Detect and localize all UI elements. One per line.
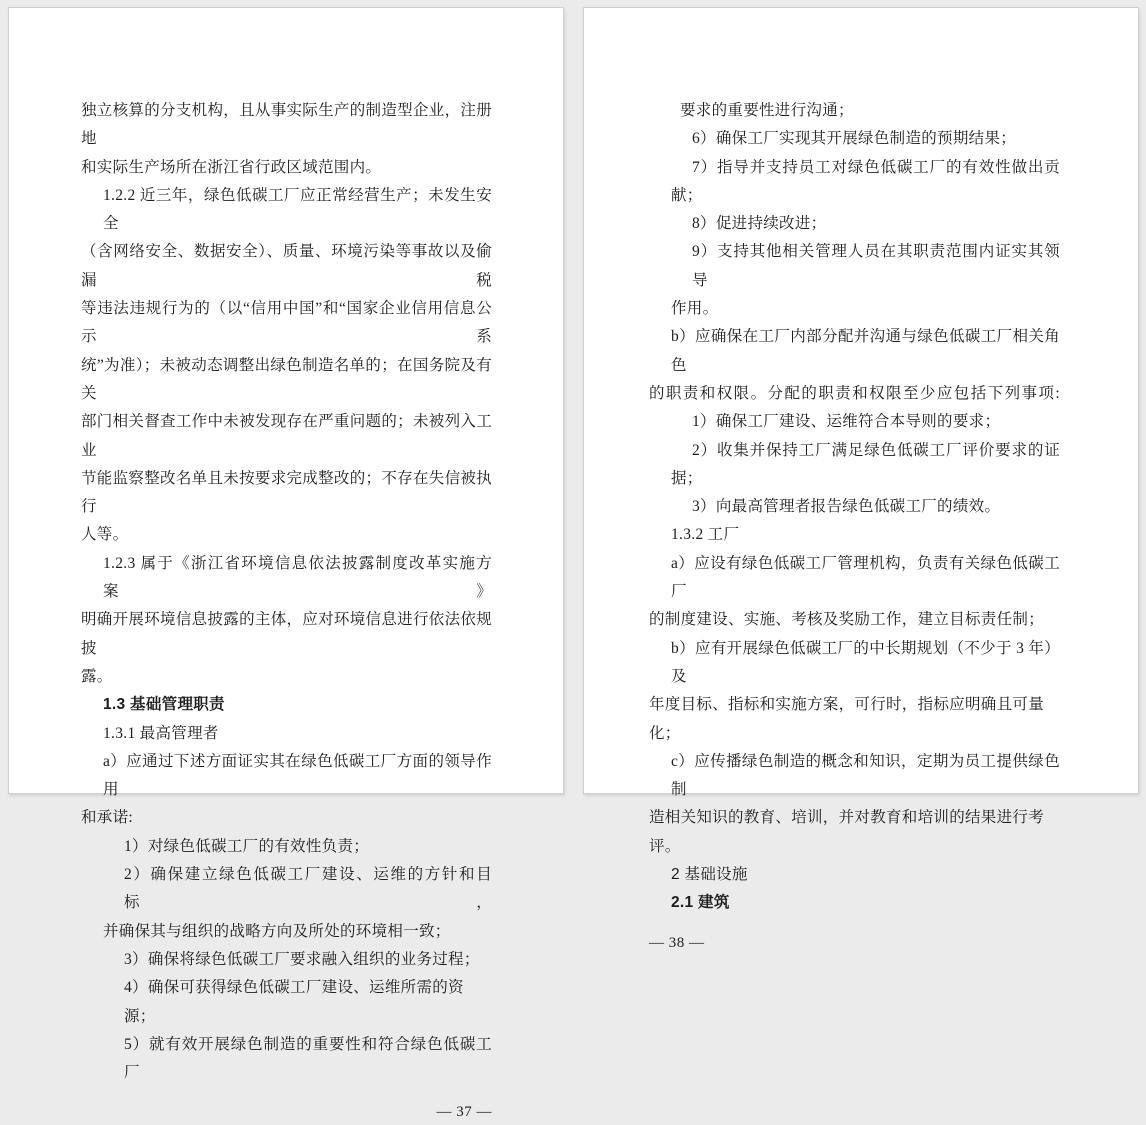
page-right-text-block	[584, 8, 1138, 956]
text-line: 3）确保将绿色低碳工厂要求融入组织的业务过程；	[124, 950, 480, 968]
text-line: 的制度建设、实施、考核及奖励工作，建立目标责任制；	[649, 611, 1045, 629]
page-number: — 38 —	[649, 934, 705, 951]
text-line: 统”为准）；未被动态调整出绿色制造名单的；在国务院及有关	[81, 356, 492, 402]
text-line: 造相关知识的教育、培训，并对教育和培训的结果进行考评。	[649, 809, 1045, 855]
text-line: 1.2.3 属于《浙江省环境信息依法披露制度改革实施方案》	[103, 554, 492, 601]
text-line: 明确开展环境信息披露的主体，应对环境信息进行依法依规披	[81, 611, 492, 657]
text-line: 8）促进持续改进；	[692, 215, 827, 233]
text-line: 1.3.1 最高管理者	[103, 724, 219, 742]
text-line: 9）支持其他相关管理人员在其职责范围内证实其领导	[692, 243, 1060, 289]
page-left-text-block	[9, 8, 563, 1125]
text-line: 2.1 建筑	[671, 894, 730, 912]
text-line: 部门相关督查工作中未被发现存在严重问题的；未被列入工业	[81, 413, 492, 459]
text-line: 1.2.2 近三年，绿色低碳工厂应正常经营生产；未发生安全	[103, 186, 492, 233]
text-line: 2 基础设施	[671, 866, 748, 884]
text-line: 1）确保工厂建设、运维符合本导则的要求；	[692, 413, 1001, 431]
text-line: 独立核算的分支机构，且从事实际生产的制造型企业，注册地	[81, 102, 492, 148]
text-line: 6）确保工厂实现其开展绿色制造的预期结果；	[692, 130, 1017, 148]
text-line: b）应确保在工厂内部分配并沟通与绿色低碳工厂相关角色	[671, 328, 1060, 374]
text-line: 的职责和权限。分配的职责和权限至少应包括下列事项:	[649, 384, 1060, 402]
text-line: 要求的重要性进行沟通；	[680, 102, 854, 119]
text-line: 5）就有效开展绿色制造的重要性和符合绿色低碳工厂	[124, 1035, 492, 1082]
text-line: 据；	[671, 469, 703, 487]
text-line: 作用。	[671, 300, 719, 318]
text-line: 7）指导并支持员工对绿色低碳工厂的有效性做出贡	[692, 158, 1060, 176]
text-line: 3）向最高管理者报告绿色低碳工厂的绩效。	[692, 498, 1001, 516]
text-line: 献；	[671, 186, 703, 204]
text-line: （含网络安全、数据安全）、质量、环境污染等事故以及偷漏税	[81, 243, 492, 289]
page-number: — 37 —	[436, 1104, 492, 1121]
text-line: 1.3 基础管理职责	[103, 696, 225, 714]
text-line: 节能监察整改名单且未按要求完成整改的；不存在失信被执行	[81, 469, 492, 516]
text-line: b）应有开展绿色低碳工厂的中长期规划（不少于 3 年）及	[671, 639, 1060, 685]
text-line: 和实际生产场所在浙江省行政区域范围内。	[81, 158, 382, 176]
text-line: a）应设有绿色低碳工厂管理机构，负责有关绿色低碳工厂	[671, 554, 1060, 601]
document-page-left	[8, 7, 564, 1121]
text-line: 4）确保可获得绿色低碳工厂建设、运维所需的资源；	[124, 979, 464, 1025]
text-line: 年度目标、指标和实施方案，可行时，指标应明确且可量化；	[649, 696, 1045, 742]
text-line: 2）收集并保持工厂满足绿色低碳工厂评价要求的证	[692, 441, 1060, 459]
text-line: 等违法违规行为的（以“信用中国”和“国家企业信用信息公示系	[81, 300, 492, 346]
text-line: 2）确保建立绿色低碳工厂建设、运维的方针和目标，	[124, 866, 492, 912]
text-line: 人等。	[81, 526, 129, 544]
text-line: 1）对绿色低碳工厂的有效性负责；	[124, 837, 370, 855]
text-line: 并确保其与组织的战略方向及所处的环境相一致；	[103, 922, 451, 940]
text-line: c）应传播绿色制造的概念和知识，定期为员工提供绿色制	[671, 752, 1060, 799]
text-line: a）应通过下述方面证实其在绿色低碳工厂方面的领导作用	[103, 752, 492, 799]
text-line: 和承诺:	[81, 809, 134, 827]
text-line: 1.3.2 工厂	[671, 526, 740, 544]
document-page-right	[583, 7, 1139, 951]
text-line: 露。	[81, 667, 113, 685]
